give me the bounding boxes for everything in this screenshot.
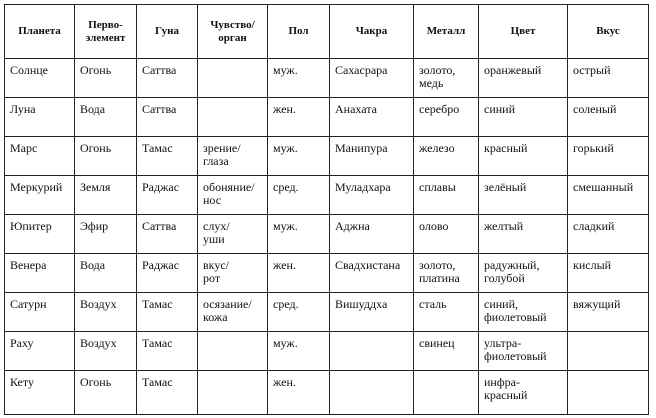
cell-sense-organ: осязание/ кожа	[198, 293, 268, 332]
cell-guna: Саттва	[137, 98, 198, 137]
cell-metal: сплавы	[414, 176, 479, 215]
col-header-element: Перво- элемент	[75, 5, 137, 59]
cell-color: радужный, голубой	[479, 254, 568, 293]
col-header-sense-organ: Чувство/ орган	[198, 5, 268, 59]
col-header-taste: Вкус	[568, 5, 649, 59]
table-row	[5, 332, 649, 371]
table-row	[5, 176, 649, 215]
cell-chakra	[330, 371, 414, 415]
cell-planet: Меркурий	[5, 176, 75, 215]
cell-guna: Тамас	[137, 137, 198, 176]
cell-color: синий, фиолетовый	[479, 293, 568, 332]
cell-guna: Раджас	[137, 176, 198, 215]
cell-sense-organ: вкус/ рот	[198, 254, 268, 293]
col-header-planet: Планета	[5, 5, 75, 59]
cell-taste: горький	[568, 137, 649, 176]
cell-color: желтый	[479, 215, 568, 254]
col-header-color: Цвет	[479, 5, 568, 59]
cell-chakra: Муладхара	[330, 176, 414, 215]
cell-color: ультра- фиолетовый	[479, 332, 568, 371]
col-header-chakra: Чакра	[330, 5, 414, 59]
cell-taste: сладкий	[568, 215, 649, 254]
cell-element: Огонь	[75, 137, 137, 176]
table-row	[5, 137, 649, 176]
cell-planet: Солнце	[5, 59, 75, 98]
cell-gender: жен.	[268, 371, 330, 415]
cell-taste: смешанный	[568, 176, 649, 215]
cell-metal: сталь	[414, 293, 479, 332]
cell-taste: соленый	[568, 98, 649, 137]
cell-sense-organ: обоняние/ нос	[198, 176, 268, 215]
cell-gender: муж.	[268, 59, 330, 98]
cell-gender: сред.	[268, 293, 330, 332]
cell-guna: Тамас	[137, 332, 198, 371]
cell-taste: острый	[568, 59, 649, 98]
cell-guna: Тамас	[137, 371, 198, 415]
cell-sense-organ	[198, 371, 268, 415]
cell-gender: муж.	[268, 137, 330, 176]
cell-guna: Саттва	[137, 59, 198, 98]
cell-taste	[568, 371, 649, 415]
cell-metal: железо	[414, 137, 479, 176]
cell-element: Огонь	[75, 371, 137, 415]
cell-metal: серебро	[414, 98, 479, 137]
table-row	[5, 215, 649, 254]
cell-planet: Луна	[5, 98, 75, 137]
cell-chakra: Вишуддха	[330, 293, 414, 332]
table-row	[5, 59, 649, 98]
cell-element: Воздух	[75, 293, 137, 332]
cell-chakra: Свадхистана	[330, 254, 414, 293]
cell-element: Вода	[75, 254, 137, 293]
cell-color: инфра- красный	[479, 371, 568, 415]
cell-guna: Раджас	[137, 254, 198, 293]
table-row	[5, 371, 649, 415]
cell-element: Эфир	[75, 215, 137, 254]
cell-element: Огонь	[75, 59, 137, 98]
cell-chakra: Сахасрара	[330, 59, 414, 98]
cell-element: Воздух	[75, 332, 137, 371]
cell-metal: олово	[414, 215, 479, 254]
cell-planet: Марс	[5, 137, 75, 176]
cell-gender: жен.	[268, 254, 330, 293]
cell-metal	[414, 371, 479, 415]
col-header-gender: Пол	[268, 5, 330, 59]
table-row	[5, 293, 649, 332]
col-header-metal: Металл	[414, 5, 479, 59]
cell-gender: муж.	[268, 215, 330, 254]
header-row	[5, 5, 649, 59]
cell-chakra: Анахата	[330, 98, 414, 137]
cell-guna: Саттва	[137, 215, 198, 254]
cell-sense-organ	[198, 98, 268, 137]
cell-element: Вода	[75, 98, 137, 137]
cell-color: оранжевый	[479, 59, 568, 98]
cell-chakra: Манипура	[330, 137, 414, 176]
cell-color: зелёный	[479, 176, 568, 215]
cell-gender: сред.	[268, 176, 330, 215]
cell-taste: вяжущий	[568, 293, 649, 332]
cell-planet: Юпитер	[5, 215, 75, 254]
cell-sense-organ: зрение/ глаза	[198, 137, 268, 176]
cell-metal: свинец	[414, 332, 479, 371]
cell-color: красный	[479, 137, 568, 176]
cell-metal: золото, платина	[414, 254, 479, 293]
cell-sense-organ	[198, 59, 268, 98]
cell-guna: Тамас	[137, 293, 198, 332]
table-row	[5, 254, 649, 293]
cell-taste	[568, 332, 649, 371]
cell-gender: муж.	[268, 332, 330, 371]
col-header-guna: Гуна	[137, 5, 198, 59]
cell-element: Земля	[75, 176, 137, 215]
cell-sense-organ: слух/ уши	[198, 215, 268, 254]
cell-chakra	[330, 332, 414, 371]
planet-correspondence-table	[4, 4, 649, 415]
cell-planet: Кету	[5, 371, 75, 415]
cell-chakra: Аджна	[330, 215, 414, 254]
cell-planet: Сатурн	[5, 293, 75, 332]
cell-metal: золото, медь	[414, 59, 479, 98]
cell-color: синий	[479, 98, 568, 137]
cell-planet: Венера	[5, 254, 75, 293]
planet-correspondence-table-wrapper	[4, 4, 649, 415]
cell-sense-organ	[198, 332, 268, 371]
cell-gender: жен.	[268, 98, 330, 137]
table-row	[5, 98, 649, 137]
cell-planet: Раху	[5, 332, 75, 371]
cell-taste: кислый	[568, 254, 649, 293]
